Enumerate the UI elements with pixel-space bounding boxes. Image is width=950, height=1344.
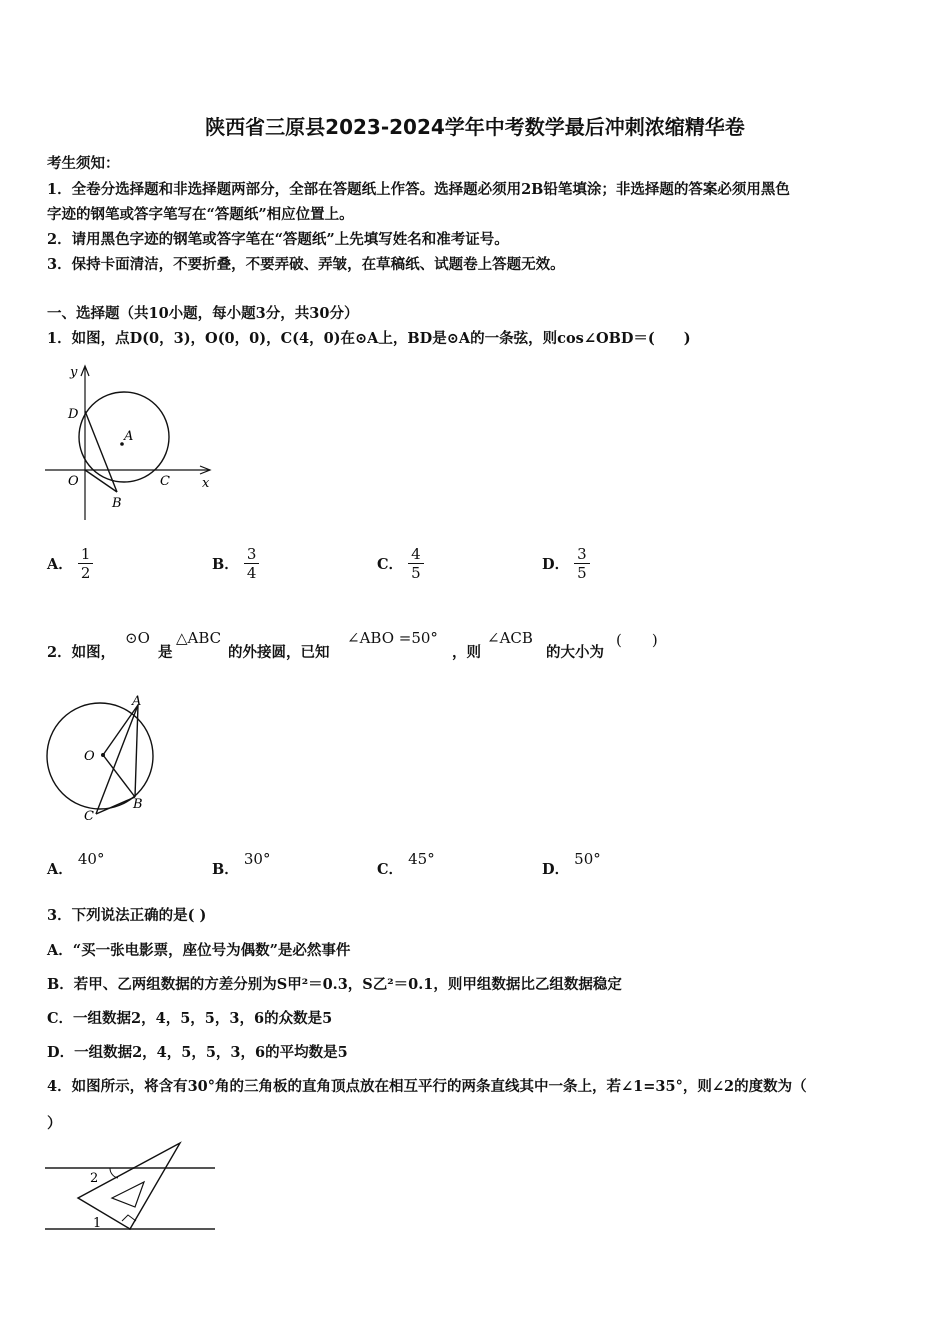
notice-heading: 考生须知： [47, 155, 120, 172]
question-3-option-d[interactable]: D．一组数据2，4，5，5，3，6的平均数是5 [47, 1044, 348, 1061]
question-1-text: 1．如图，点D(0，3)，O(0，0)，C(4，0)在⊙A上，BD是⊙A的一条弦，则cos∠OBD＝( ) [47, 330, 691, 347]
question-1-option-d[interactable] [542, 545, 590, 582]
question-2-then: ，则 [452, 644, 481, 661]
option-label: C． [377, 556, 404, 573]
figure-label-b: B [133, 797, 143, 812]
option-label: B． [212, 556, 239, 573]
question-1-option-a[interactable] [47, 545, 93, 582]
notice-item-2: 2．请用黑色字迹的钢笔或答字笔在“答题纸”上先填写姓名和准考证号。 [47, 231, 509, 248]
figure-label-1: 1 [93, 1216, 102, 1231]
option-value: 50° [574, 850, 601, 868]
question-4-figure [40, 1135, 220, 1235]
option-fraction: $\frac{4}{5}$ [408, 545, 424, 582]
figure-label-a: A [124, 429, 134, 444]
figure-label-b: B [112, 496, 122, 511]
figure-label-x: x [202, 476, 210, 491]
section-heading: 一、选择题（共10小题，每小题3分，共30分） [47, 305, 359, 322]
question-1-option-b[interactable] [212, 545, 259, 582]
question-2-figure [40, 690, 170, 830]
option-fraction: $\frac{3}{5}$ [574, 545, 590, 582]
question-2-triangle: △ABC [176, 629, 222, 647]
question-2-option-b[interactable] [212, 848, 271, 878]
figure-label-a: A [132, 694, 142, 709]
question-4-line-2: ） [47, 1115, 62, 1132]
figure-label-o: O [68, 474, 79, 489]
option-fraction: $\frac{1}{2}$ [78, 545, 94, 582]
question-2-angle-acb: ∠ACB [487, 629, 533, 647]
question-1-option-c[interactable] [377, 545, 424, 582]
question-3-text: 3．下列说法正确的是( ) [47, 907, 207, 924]
figure-label-c: C [84, 809, 94, 824]
question-2-circum: 的外接圆，已知 [228, 644, 330, 661]
question-3-option-b[interactable]: B．若甲、乙两组数据的方差分别为S甲²＝0.3，S乙²＝0.1，则甲组数据比乙组数据稳定 [47, 976, 622, 993]
notice-item-1-line-2: 字迹的钢笔或答字笔写在“答题纸”相应位置上。 [47, 206, 354, 223]
question-3-option-c[interactable]: C．一组数据2，4，5，5，3，6的众数是5 [47, 1010, 333, 1027]
option-value: 30° [243, 850, 271, 868]
option-label: D． [542, 861, 570, 878]
question-2-is: 是 [158, 644, 173, 661]
question-2-option-c[interactable] [377, 848, 435, 878]
question-4-line-1: 4．如图所示，将含有30°角的三角板的直角顶点放在相互平行的两条直线其中一条上，若∠1=35°，则∠2的度数为（ [47, 1078, 807, 1095]
option-label: B． [212, 861, 239, 878]
option-label: C． [377, 861, 404, 878]
question-2-angle-abo: ∠ABO =50° [347, 629, 438, 647]
figure-label-d: D [68, 407, 79, 422]
question-2-circle: ⊙O [125, 629, 150, 647]
question-2-prefix: 2．如图， [47, 644, 116, 661]
figure-label-o: O [84, 749, 95, 764]
notice-item-1-line-1: 1．全卷分选择题和非选择题两部分，全部在答题纸上作答。选择题必须用2B铅笔填涂；非选择题的答案必须用黑色 [47, 181, 790, 198]
option-fraction: $\frac{3}{4}$ [244, 545, 260, 582]
question-2-option-a[interactable] [47, 848, 105, 878]
page-title: 陕西省三原县2023-2024学年中考数学最后冲刺浓缩精华卷 [205, 115, 745, 139]
figure-label-y: y [70, 365, 78, 380]
question-2-option-d[interactable] [542, 848, 601, 878]
figure-label-2: 2 [90, 1171, 99, 1186]
question-1-figure [40, 360, 220, 525]
option-value: 40° [77, 850, 105, 868]
option-label: A． [47, 556, 73, 573]
option-label: A． [47, 861, 73, 878]
question-3-option-a[interactable]: A．“买一张电影票，座位号为偶数”是必然事件 [47, 942, 351, 959]
question-2-suffix: 的大小为 [546, 644, 604, 661]
notice-item-3: 3．保持卡面清洁，不要折叠，不要弄破、弄皱，在草稿纸、试题卷上答题无效。 [47, 256, 565, 273]
option-value: 45° [408, 850, 435, 868]
question-2-paren: ( ) [616, 631, 658, 649]
figure-label-c: C [160, 474, 170, 489]
option-label: D． [542, 556, 570, 573]
